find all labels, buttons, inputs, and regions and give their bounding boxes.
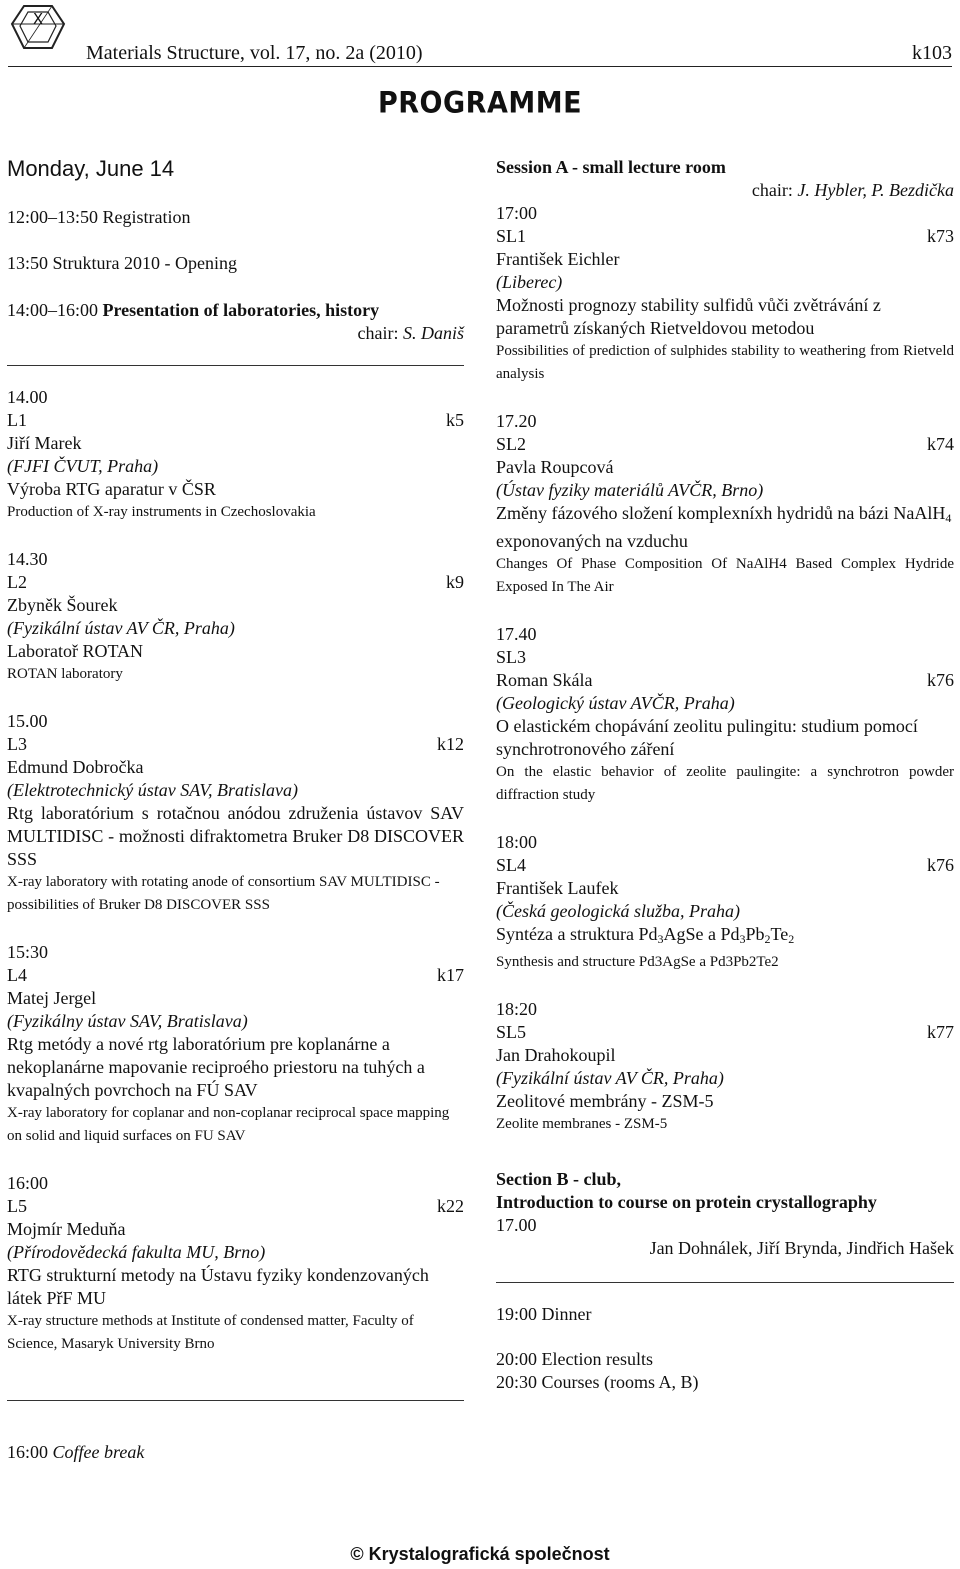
lecture-entry-l2 [7, 548, 464, 686]
lecture-english-title: ROTAN laboratory [7, 666, 123, 682]
lecture-entry-sl5 [496, 998, 954, 1136]
lecture-english-title: Synthesis and structure Pd3AgSe a Pd3Pb2Te2 [496, 954, 779, 970]
lecture-title: Změny fázového složení komplexníxh hydridů na bázi NaAlH$_4$ exponovaných na vzduchu [496, 503, 952, 551]
day-heading: Monday, June 14 [7, 156, 175, 181]
lecture-title: RTG strukturní metody na Ústavu fyziky kondenzovaných látek PřF MU [7, 1265, 429, 1308]
lecture-author: František Eichler [496, 249, 620, 269]
logo-letter: X [32, 10, 44, 28]
abstract-page: k73 [927, 226, 954, 246]
lecture-code: L4 [7, 965, 27, 985]
abstract-page: k17 [437, 965, 464, 985]
lecture-affiliation: (Fyzikální ústav AV ČR, Praha) [7, 618, 235, 638]
lecture-code: L2 [7, 572, 27, 592]
abstract-page: k76 [927, 670, 954, 690]
lecture-title: Syntéza a struktura $Pd_3AgSe$ a $Pd_3Pb_2Te_2$ [496, 924, 795, 946]
lecture-time: 15.00 [7, 711, 48, 731]
footer-copyright: © Krystalografická společnost [350, 1544, 610, 1564]
journal-reference: Materials Structure, vol. 17, no. 2a (2010) [86, 42, 423, 64]
abstract-page: k9 [446, 572, 464, 592]
presentation-time: 14:00–16:00 [7, 300, 99, 320]
presentation-title: Presentation of laboratories, history [102, 300, 380, 320]
lecture-code: SL2 [496, 434, 527, 454]
coffee-break: 16:00 Coffee break [7, 1442, 145, 1462]
dinner-line: 19:00 Dinner [496, 1304, 592, 1324]
lecture-entry-l4 [7, 941, 464, 1148]
lecture-time: 14.00 [7, 387, 48, 407]
lecture-author: František Laufek [496, 878, 619, 898]
lecture-english-title: X-ray laboratory with rotating anode of consortium SAV MULTIDISC - possibilities of Bruker D8 DISCOVER SSS [7, 874, 440, 913]
lecture-affiliation: (Elektrotechnický ústav SAV, Bratislava) [7, 780, 299, 800]
lecture-author: Pavla Roupcová [496, 457, 614, 477]
lecture-entry-l5 [7, 1172, 464, 1356]
lecture-author: Matej Jergel [7, 988, 97, 1008]
lecture-time: 14.30 [7, 549, 48, 569]
lecture-title: Laboratoř ROTAN [7, 641, 144, 661]
page-title: PROGRAMME [377, 86, 583, 121]
lecture-code: L5 [7, 1196, 27, 1216]
section-b-block [496, 1168, 954, 1260]
lecture-affiliation: (Přírodovědecká fakulta MU, Brno) [7, 1242, 266, 1262]
lecture-entry-sl2 [496, 410, 954, 599]
lecture-time: 18:00 [496, 832, 538, 852]
page-number: k103 [912, 42, 952, 64]
abstract-page: k5 [446, 410, 464, 430]
election-line: 20:00 Election results [496, 1349, 653, 1369]
lecture-title: O elastickém chopávání zeolitu pulingitu: studium pomocí synchrotronového záření [496, 716, 918, 759]
presentation-chair: chair: S. Daniš [357, 323, 464, 343]
section-b-lecturers: Jan Dohnálek, Jiří Brynda, Jindřich Hašek [649, 1238, 954, 1258]
lecture-entry-sl3 [496, 623, 954, 807]
lecture-title: Rtg laboratórium s rotačnou anódou združenia ústavov SAV MULTIDISC - možnosti difraktometra Bruker D8 DISCOVER SSS [7, 803, 464, 869]
lecture-english-title: On the elastic behavior of zeolite paulingite: a synchrotron powder diffraction study [496, 764, 954, 803]
lecture-entry-l1 [7, 386, 464, 524]
abstract-page: k12 [437, 734, 464, 754]
abstract-page: k22 [437, 1196, 464, 1216]
lecture-affiliation: (Geologický ústav AVČR, Praha) [496, 693, 735, 713]
left-column [7, 156, 464, 1380]
lecture-time: 18:20 [496, 999, 538, 1019]
section-divider [7, 365, 464, 366]
opening-line: 13:50 Struktura 2010 - Opening [7, 253, 237, 273]
abstract-page: k74 [927, 434, 954, 454]
header-divider [8, 66, 952, 67]
lecture-entry-sl1 [496, 202, 954, 386]
lecture-english-title: X-ray structure methods at Institute of condensed matter, Faculty of Science, Masaryk University Brno [7, 1313, 414, 1352]
lecture-affiliation: (Fyzikální ústav AV ČR, Praha) [496, 1068, 724, 1088]
abstract-page: k77 [927, 1022, 954, 1042]
lecture-code: L3 [7, 734, 27, 754]
lecture-english-title: X-ray laboratory for coplanar and non-coplanar reciprocal space mapping on solid and liquid surfaces on FU SAV [7, 1105, 450, 1144]
lecture-title: Možnosti prognozy stability sulfidů vůči zvětrávání z parametrů získaných Rietveldovou metodou [496, 295, 881, 338]
lecture-author: Jan Drahokoupil [496, 1045, 616, 1065]
lecture-time: 15:30 [7, 942, 49, 962]
lecture-affiliation: (Česká geologická služba, Praha) [496, 901, 740, 921]
section-b-title: Section B - club, [496, 1169, 622, 1189]
lecture-time: 17.20 [496, 411, 537, 431]
lecture-title: Zeolitové membrány - ZSM-5 [496, 1091, 714, 1111]
lecture-title: Rtg metódy a nové rtg laboratórium pre koplanárne a nekoplanárne mapovanie reciproého priestoru na tuhých a kvapalných povrchoch na FÚ SAV [7, 1034, 425, 1100]
lecture-code: SL5 [496, 1022, 527, 1042]
abstract-page: k76 [927, 855, 954, 875]
lecture-author: Roman Skála [496, 670, 593, 690]
lecture-entry-l3 [7, 710, 464, 917]
section-b-time: 17.00 [496, 1215, 537, 1235]
session-a-chair: chair: J. Hybler, P. Bezdička [751, 180, 954, 200]
courses-line: 20:30 Courses (rooms A, B) [496, 1372, 699, 1392]
lecture-english-title: Production of X-ray instruments in Czechoslovakia [7, 504, 316, 520]
section-divider [496, 1282, 954, 1283]
lecture-code: L1 [7, 410, 27, 430]
lecture-title: Výroba RTG aparatur v ČSR [7, 479, 216, 499]
session-a-title: Session A - small lecture room [496, 157, 726, 177]
lecture-affiliation: (Liberec) [496, 272, 563, 292]
lecture-affiliation: (Ústav fyziky materiálů AVČR, Brno) [496, 480, 764, 500]
lecture-author: Edmund Dobročka [7, 757, 144, 777]
lecture-affiliation: (FJFI ČVUT, Praha) [7, 456, 159, 476]
presentation-line [7, 299, 464, 322]
lecture-english-title: Zeolite membranes - ZSM-5 [496, 1116, 668, 1132]
lecture-entry-sl4 [496, 831, 954, 974]
lecture-code: SL3 [496, 647, 527, 667]
section-b-subtitle: Introduction to course on protein crystallography [496, 1192, 877, 1212]
xtal-logo-icon [10, 4, 66, 54]
registration-line: 12:00–13:50 Registration [7, 207, 191, 227]
lecture-code: SL1 [496, 226, 527, 246]
section-divider [7, 1400, 464, 1401]
lecture-author: Mojmír Meduňa [7, 1219, 126, 1239]
lecture-english-title: Possibilities of prediction of sulphides stability to weathering from Rietveld analysis [496, 343, 954, 382]
lecture-english-title: Changes Of Phase Composition Of NaAlH4 Based Complex Hydride Exposed In The Air [496, 556, 954, 595]
right-column [496, 156, 954, 1394]
lecture-author: Zbyněk Šourek [7, 595, 118, 615]
lecture-time: 17.40 [496, 624, 537, 644]
lecture-code: SL4 [496, 855, 527, 875]
lecture-author: Jiří Marek [7, 433, 82, 453]
lecture-time: 17:00 [496, 203, 538, 223]
lecture-affiliation: (Fyzikálny ústav SAV, Bratislava) [7, 1011, 248, 1031]
lecture-time: 16:00 [7, 1173, 49, 1193]
